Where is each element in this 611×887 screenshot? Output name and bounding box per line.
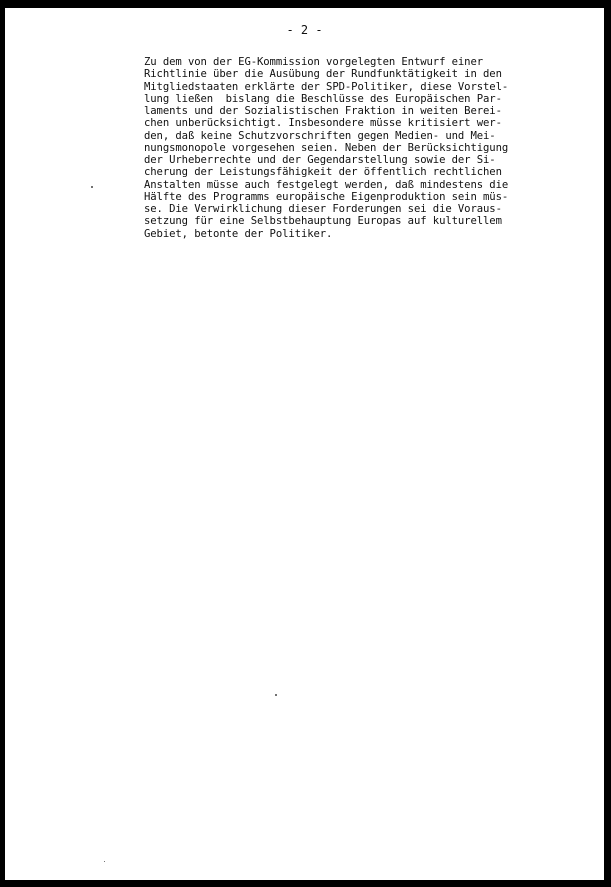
paragraph-line: der Urheberrechte und der Gegendarstellung sowie der Si- — [144, 154, 496, 166]
paragraph-line: nungsmonopole vorgesehen seien. Neben der Berücksichtigung — [144, 141, 509, 154]
document-page — [5, 8, 604, 880]
scan-speck — [104, 861, 105, 862]
scan-speck — [91, 186, 93, 188]
paragraph-line: Gebiet, betonte der Politiker. — [144, 227, 333, 240]
paragraph-line: setzung für eine Selbstbehauptung Europas auf kulturellem — [144, 215, 502, 228]
page-number: - 2 - — [286, 23, 323, 37]
paragraph-line: cherung der Leistungsfähigkeit der öffentlich rechtlichen — [144, 166, 502, 179]
paragraph-line: Zu dem von der EG-Kommission vorgelegten Entwurf einer — [144, 56, 484, 68]
scan-speck — [275, 694, 277, 696]
paragraph-line: Richtlinie über die Ausübung der Rundfunktätigkeit in den — [144, 68, 502, 81]
paragraph-line: Anstalten müsse auch festgelegt werden, daß mindestens die — [144, 178, 509, 191]
paragraph-line: lung ließen bislang die Beschlüsse des Europäischen Par- — [144, 92, 502, 105]
paragraph-line: se. Die Verwirklichung dieser Forderungen sei die Voraus- — [144, 203, 502, 215]
paragraph-line: laments und der Sozialistischen Fraktion in weiten Berei- — [144, 105, 502, 117]
paragraph-line: Mitgliedstaaten erklärte der SPD-Politiker, diese Vorstel- — [144, 80, 509, 93]
paragraph-line: Hälfte des Programms europäische Eigenproduktion sein müs- — [144, 190, 509, 203]
paragraph-line: chen unberücksichtigt. Insbesondere müsse kritisiert wer- — [144, 117, 502, 130]
paragraph-line: den, daß keine Schutzvorschriften gegen Medien- und Mei- — [144, 129, 496, 142]
body-paragraph — [144, 56, 574, 240]
